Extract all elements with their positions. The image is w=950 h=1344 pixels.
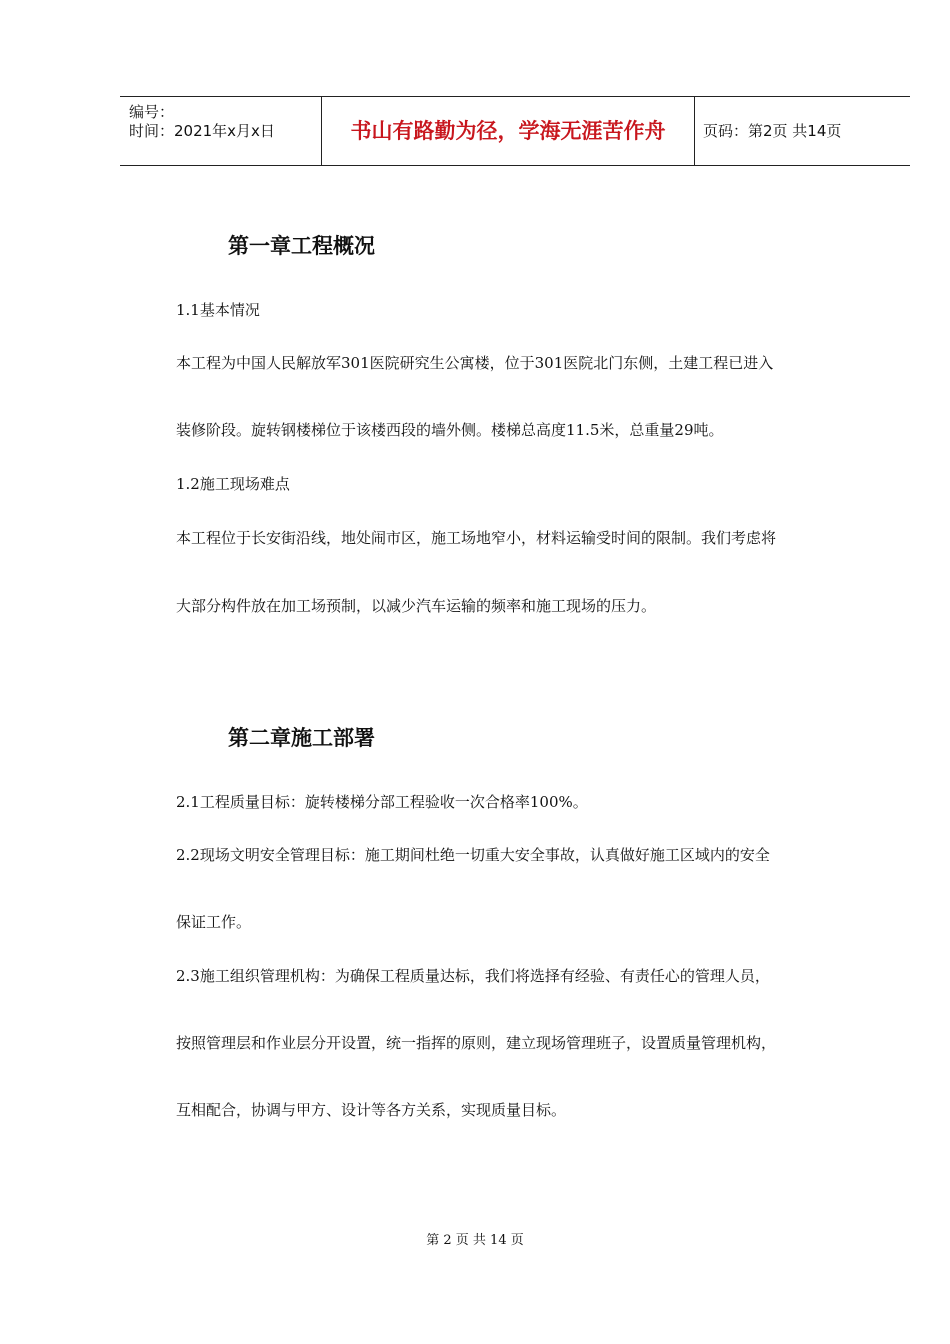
header-motto: 书山有路勤为径，学海无涯苦作舟 — [322, 97, 695, 165]
paragraph-line: 保证工作。 — [176, 913, 252, 931]
section-1-2-heading: 1.2施工现场难点 — [176, 475, 290, 493]
document-header — [120, 96, 910, 166]
number-label: 编号： — [129, 103, 175, 121]
paragraph-line: 本工程为中国人民解放军301医院研究生公寓楼，位于301医院北门东侧，土建工程已进入 — [176, 354, 774, 372]
paragraph-line: 装修阶段。旋转钢楼梯位于该楼西段的墙外侧。楼梯总高度11.5米，总重量29吨。 — [176, 421, 724, 439]
paragraph-line: 按照管理层和作业层分开设置，统一指挥的原则，建立现场管理班子，设置质量管理机构， — [176, 1034, 777, 1052]
chapter1-title: 第一章工程概况 — [228, 234, 375, 258]
header-meta-cell — [120, 97, 322, 165]
paragraph-line: 2.1工程质量目标：旋转楼梯分部工程验收一次合格率100%。 — [176, 793, 588, 811]
chapter2-title: 第二章施工部署 — [228, 726, 375, 750]
paragraph-line: 互相配合，协调与甲方、设计等各方关系，实现质量目标。 — [176, 1101, 567, 1119]
paragraph-line: 本工程位于长安街沿线，地处闹市区，施工场地窄小，材料运输受时间的限制。我们考虑将 — [176, 529, 777, 547]
paragraph-line: 2.3施工组织管理机构：为确保工程质量达标，我们将选择有经验、有责任心的管理人员， — [176, 967, 770, 985]
page-footer: 第 2 页 共 14 页 — [426, 1233, 524, 1248]
header-page-info: 页码：第2页 共14页 — [703, 122, 842, 140]
paragraph-line: 2.2现场文明安全管理目标：施工期间杜绝一切重大安全事故，认真做好施工区域内的安全 — [176, 846, 770, 864]
paragraph-line: 大部分构件放在加工场预制，以减少汽车运输的频率和施工现场的压力。 — [176, 597, 657, 615]
time-label: 时间：2021年x月x日 — [129, 122, 275, 140]
section-1-1-heading: 1.1基本情况 — [176, 301, 260, 319]
